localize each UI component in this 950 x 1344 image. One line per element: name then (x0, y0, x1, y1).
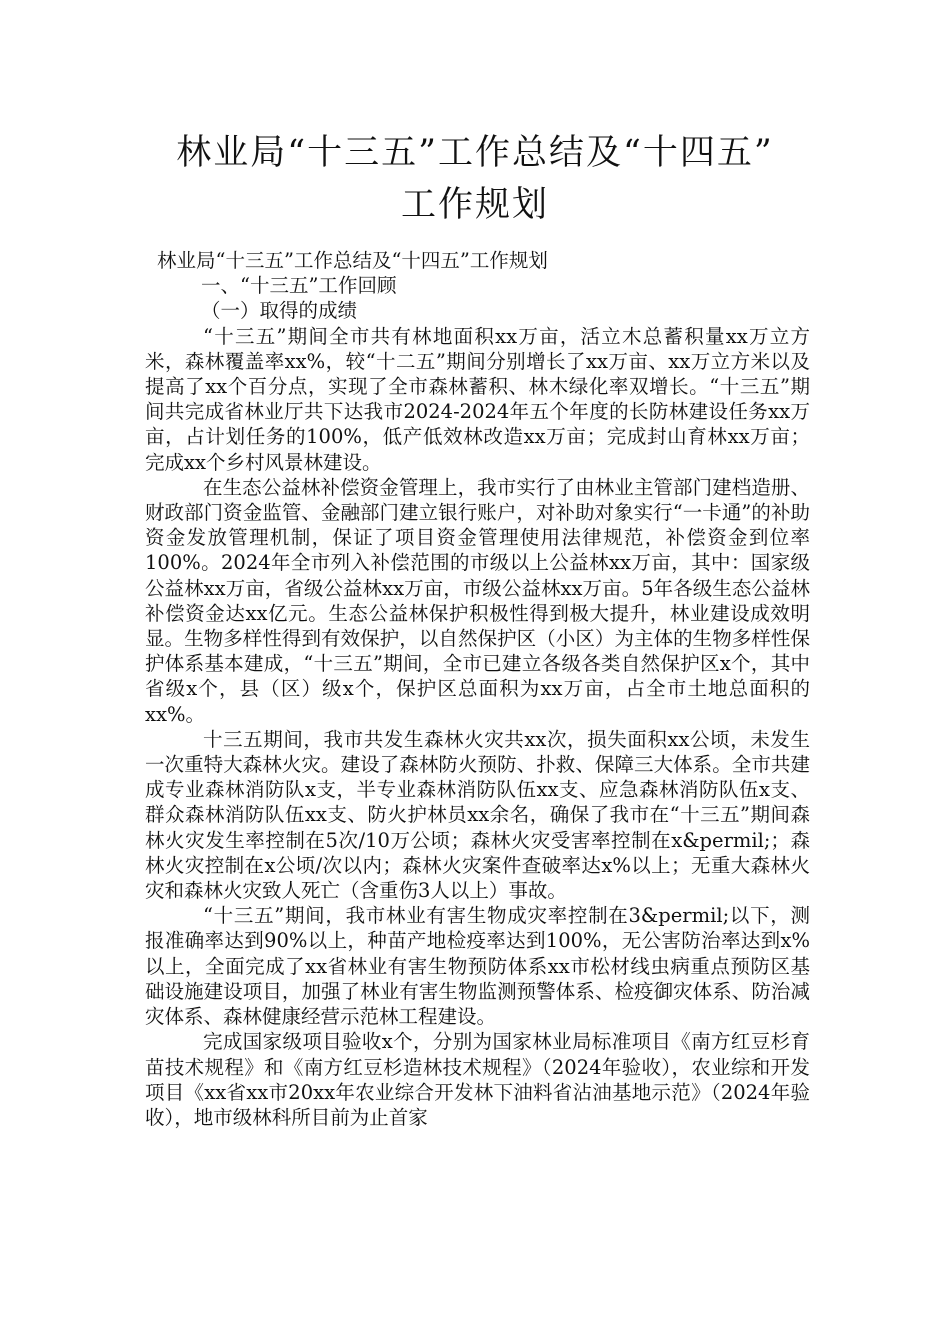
paragraph-pest-control: “十三五”期间，我市林业有害生物成灾率控制在3&permil;以下，测报准确率达到90%以上，种苗产地检疫率达到100%，无公害防治率达到x%以上，全面完成了xx省林业有害生物预防体系xx市松材线虫病重点预防区基础设施建设项目，加强了林业有害生物监测预警体系、检疫御灾体系、防治减灾体系、森林健康经营示范林工程建设。 (145, 904, 810, 1029)
document-subtitle: 林业局“十三五”工作总结及“十四五”工作规划 (157, 249, 548, 272)
document-body (145, 248, 810, 1130)
title-line-1: 林业局“十三五”工作总结及“十四五” (176, 133, 774, 173)
document-title (120, 127, 830, 231)
paragraph-ecological-compensation: 在生态公益林补偿资金管理上，我市实行了由林业主管部门建档造册、财政部门资金监管、金融部门建立银行账户，对补助对象实行“一卡通”的补助资金发放管理机制，保证了项目资金管理使用法律规范，补偿资金到位率100%。2024年全市列入补偿范围的市级以上公益林xx万亩，其中：国家级公益林xx万亩，省级公益林xx万亩，市级公益林xx万亩。5年各级生态公益林补偿资金达xx亿元。生态公益林保护积极性得到极大提升，林业建设成效明显。生物多样性得到有效保护，以自然保护区（小区）为主体的生物多样性保护体系基本建成，“十三五”期间，全市已建立各级各类自然保护区x个，其中省级x个，县（区）级x个，保护区总面积为xx万亩，占全市土地总面积的xx%。 (145, 475, 810, 726)
paragraph-fire-prevention: 十三五期间，我市共发生森林火灾共xx次，损失面积xx公顷，未发生一次重特大森林火灾。建设了森林防火预防、扑救、保障三大体系。全市共建成专业森林消防队x支，半专业森林消防队伍xx支、应急森林消防队伍x支、群众森林消防队伍xx支、防火护林员xx余名，确保了我市在“十三五”期间森林火灾发生率控制在5次/10万公顷；森林火灾受害率控制在x&permil;；森林火灾控制在x公顷/次以内；森林火灾案件查破率达x%以上；无重大森林火灾和森林火灾致人死亡（含重伤3人以上）事故。 (145, 727, 810, 903)
subsection-heading: （一）取得的成绩 (201, 299, 358, 323)
title-line-2: 工作规划 (400, 185, 549, 225)
section-heading: 一、“十三五”工作回顾 (201, 274, 397, 298)
paragraph-project-acceptance: 完成国家级项目验收x个，分别为国家林业局标准项目《南方红豆杉育苗技术规程》和《南方红豆杉造林技术规程》（2024年验收），农业综和开发项目《xx省xx市20xx年农业综合开发林下油料省沾油基地示范》（2024年验收），地市级林科所目前为止首家 (145, 1030, 810, 1129)
paragraph-forest-resources: “十三五”期间全市共有林地面积xx万亩，活立木总蓄积量xx万立方米，森林覆盖率xx%，较“十二五”期间分别增长了xx万亩、xx万立方米以及提高了xx个百分点，实现了全市森林蓄积、林木绿化率双增长。“十三五”期间共完成省林业厅共下达我市2024-2024年五个年度的长防林建设任务xx万亩，占计划任务的100%，低产低效林改造xx万亩；完成封山育林xx万亩；完成xx个乡村风景林建设。 (145, 324, 810, 474)
